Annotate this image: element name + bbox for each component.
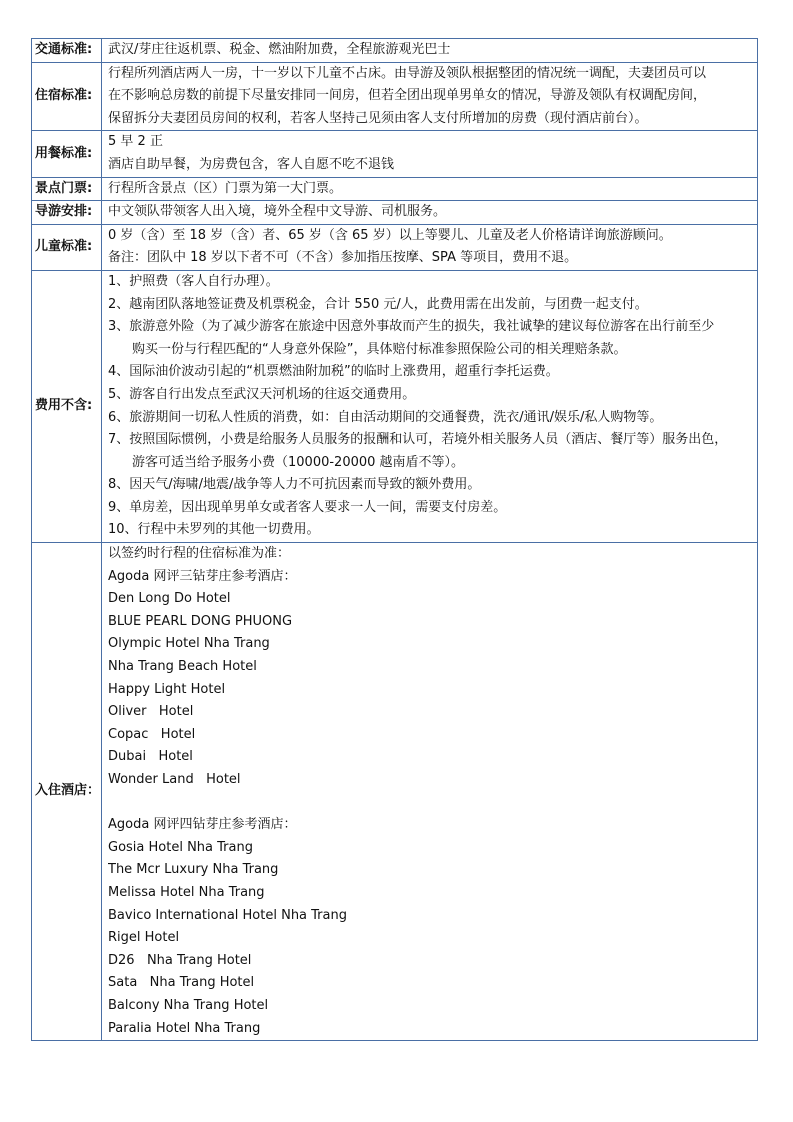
label-transport: 交通标准: bbox=[32, 39, 102, 63]
text-line: 0 岁（含）至 18 岁（含）者、65 岁（含 65 岁）以上等婴儿、儿童及老人价格请详询旅游顾问。 bbox=[108, 227, 672, 243]
three-star-title: Agoda 网评三钻芽庄参考酒店： bbox=[108, 568, 297, 584]
label-meals: 用餐标准: bbox=[32, 131, 102, 177]
hotel-name: Gosia Hotel Nha Trang bbox=[108, 839, 253, 855]
hotel-name: Balcony Nha Trang Hotel bbox=[108, 997, 269, 1013]
hotel-name: Sata Nha Trang Hotel bbox=[108, 975, 255, 991]
hotel-name: Melissa Hotel Nha Trang bbox=[108, 884, 265, 900]
content-meals bbox=[102, 131, 758, 177]
content-transport bbox=[102, 39, 758, 63]
row-meals bbox=[32, 131, 758, 177]
hotel-name: Paralia Hotel Nha Trang bbox=[108, 1020, 261, 1036]
text-line: 备注：团队中 18 岁以下者不可（不含）参加指压按摩、SPA 等项目，费用不退。 bbox=[108, 250, 578, 266]
excluded-item: 1、护照费（客人自行办理）。 bbox=[108, 273, 279, 289]
text-line: 行程所列酒店两人一房，十一岁以下儿童不占床。由导游及领队根据整团的情况统一调配，夫妻团员可以 bbox=[108, 65, 707, 81]
text-line: 武汉/芽庄往返机票、税金、燃油附加费，全程旅游观光巴士 bbox=[108, 42, 451, 57]
hotel-name: Olympic Hotel Nha Trang bbox=[108, 636, 270, 652]
hotel-name: BLUE PEARL DONG PHUONG bbox=[108, 613, 293, 629]
excluded-item: 10、行程中未罗列的其他一切费用。 bbox=[108, 522, 320, 538]
hotel-name: Nha Trang Beach Hotel bbox=[108, 659, 257, 675]
text-line: 行程所含景点（区）门票为第一大门票。 bbox=[108, 180, 343, 196]
excluded-item: 9、单房差，因出现单男单女或者客人要求一人一间，需要支付房差。 bbox=[108, 499, 507, 515]
row-children bbox=[32, 224, 758, 270]
four-star-title: Agoda 网评四钻芽庄参考酒店： bbox=[108, 817, 297, 833]
excluded-item-continuation: 购买一份与行程匹配的“人身意外保险”，具体赔付标准参照保险公司的相关理赔条款。 bbox=[132, 341, 627, 357]
hotel-name: Dubai Hotel bbox=[108, 749, 193, 765]
excluded-item-continuation: 游客可适当给予服务小费（10000-20000 越南盾不等）。 bbox=[132, 454, 465, 470]
hotel-name: Oliver Hotel bbox=[108, 704, 194, 720]
label-excluded: 费用不含: bbox=[32, 270, 102, 542]
text-line: 酒店自助早餐，为房费包含，客人自愿不吃不退钱 bbox=[108, 156, 395, 172]
content-children bbox=[102, 224, 758, 270]
excluded-item: 2、越南团队落地签证费及机票税金，合计 550 元/人，此费用需在出发前，与团费一起支付。 bbox=[108, 296, 648, 312]
text-line: 中文领队带领客人出入境，境外全程中文导游、司机服务。 bbox=[108, 204, 447, 220]
hotel-name: Den Long Do Hotel bbox=[108, 591, 231, 607]
hotels-intro: 以签约时行程的住宿标准为准： bbox=[108, 546, 291, 562]
label-tickets: 景点门票: bbox=[32, 177, 102, 201]
row-tickets bbox=[32, 177, 758, 201]
blank-line bbox=[108, 792, 753, 815]
content-tickets bbox=[102, 177, 758, 201]
label-hotels: 入住酒店： bbox=[32, 543, 102, 1041]
label-children: 儿童标准: bbox=[32, 224, 102, 270]
label-accommodation: 住宿标准: bbox=[32, 62, 102, 131]
hotel-name: Copac Hotel bbox=[108, 726, 196, 742]
hotel-name: The Mcr Luxury Nha Trang bbox=[108, 862, 279, 878]
content-accommodation bbox=[102, 62, 758, 131]
excluded-item: 5、游客自行出发点至武汉天河机场的往返交通费用。 bbox=[108, 386, 416, 402]
hotel-name: Wonder Land Hotel bbox=[108, 772, 241, 787]
row-hotels bbox=[32, 543, 758, 1041]
row-guide bbox=[32, 201, 758, 225]
excluded-item: 3、旅游意外险（为了减少游客在旅途中因意外事故而产生的损失，我社诚挚的建议每位游客在出行前至少 bbox=[108, 319, 715, 335]
text-line: 5 早 2 正 bbox=[108, 134, 163, 150]
content-excluded bbox=[102, 270, 758, 542]
content-guide bbox=[102, 201, 758, 225]
travel-terms-table bbox=[31, 38, 758, 1041]
label-guide: 导游安排: bbox=[32, 201, 102, 225]
hotel-name: D26 Nha Trang Hotel bbox=[108, 952, 252, 968]
excluded-item: 4、国际油价波动引起的“机票燃油附加税”的临时上涨费用，超重行李托运费。 bbox=[108, 364, 559, 380]
row-transport bbox=[32, 39, 758, 63]
hotel-name: Happy Light Hotel bbox=[108, 681, 226, 697]
excluded-item: 8、因天气/海啸/地震/战争等人力不可抗因素而导致的额外费用。 bbox=[108, 477, 481, 493]
hotel-name: Bavico International Hotel Nha Trang bbox=[108, 907, 347, 923]
hotel-name: Rigel Hotel bbox=[108, 930, 180, 946]
excluded-item: 7、按照国际惯例，小费是给服务人员服务的报酬和认可，若境外相关服务人员（酒店、餐厅等）服务出色， bbox=[108, 432, 728, 448]
row-accommodation bbox=[32, 62, 758, 131]
text-line: 在不影响总房数的前提下尽量安排同一间房，但若全团出现单男单女的情况，导游及领队有权调配房间， bbox=[108, 88, 707, 104]
text-line: 保留拆分夫妻团员房间的权利，若客人坚持己见须由客人支付所增加的房费（现付酒店前台）。 bbox=[108, 110, 648, 126]
excluded-item: 6、旅游期间一切私人性质的消费，如：自由活动期间的交通餐费，洗衣/通讯/娱乐/私人购物等。 bbox=[108, 409, 663, 425]
content-hotels bbox=[102, 543, 758, 1041]
row-excluded bbox=[32, 270, 758, 542]
